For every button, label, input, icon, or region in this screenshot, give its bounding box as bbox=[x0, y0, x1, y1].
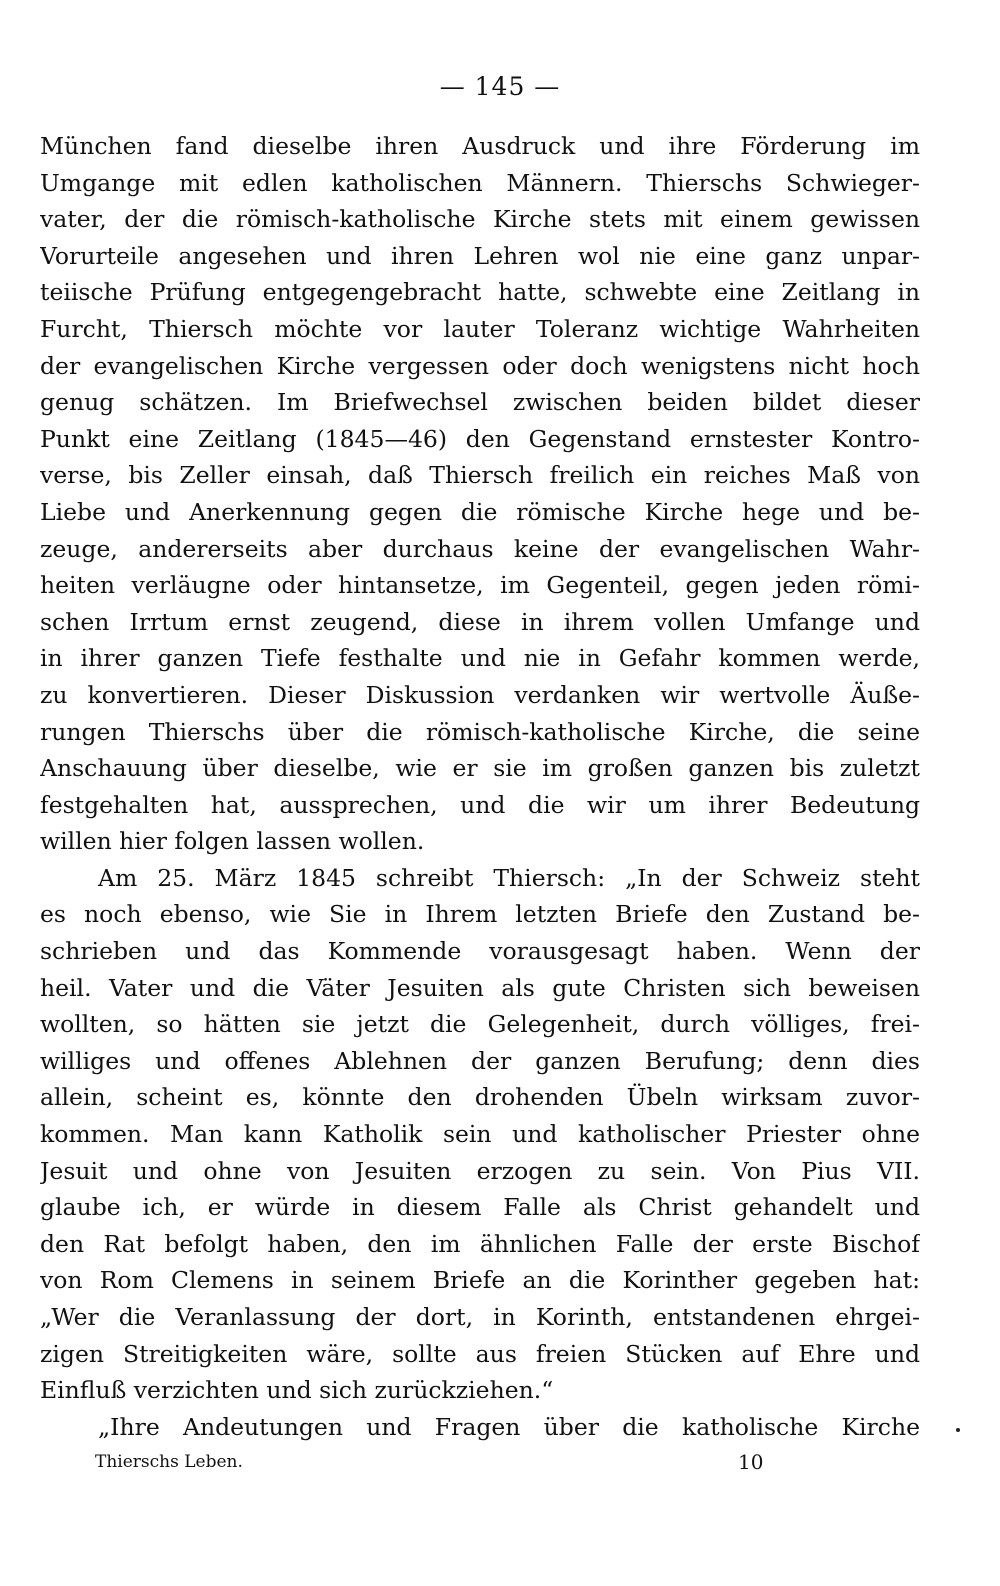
text-line: wollten, so hätten sie jetzt die Gelegenheit, durch völliges, frei- bbox=[40, 1010, 920, 1039]
text-line: allein, scheint es, könnte den drohenden Übeln wirksam zuvor- bbox=[40, 1083, 920, 1112]
text-line: der evangelischen Kirche vergessen oder doch wenigstens nicht hoch bbox=[40, 351, 920, 380]
text-line: Anschauung über dieselbe, wie er sie im großen ganzen bis zuletzt bbox=[40, 754, 920, 783]
text-line: heil. Vater und die Väter Jesuiten als gute Christen sich beweisen bbox=[40, 973, 920, 1002]
text-line: Furcht, Thiersch möchte vor lauter Toleranz wichtige Wahrheiten bbox=[40, 314, 920, 343]
page-number-header: — 145 — bbox=[439, 72, 561, 101]
text-line: schrieben und das Kommende vorausgesagt haben. Wenn der bbox=[40, 937, 920, 966]
text-line: willen hier folgen lassen wollen. bbox=[40, 827, 425, 856]
text-line: teiische Prüfung entgegengebracht hatte, schwebte eine Zeitlang in bbox=[40, 278, 920, 307]
text-line: williges und offenes Ablehnen der ganzen Berufung; denn dies bbox=[40, 1046, 920, 1075]
footer-signature: Thierschs Leben. bbox=[95, 1452, 243, 1472]
text-line: in ihrer ganzen Tiefe festhalte und nie in Gefahr kommen werde, bbox=[40, 644, 920, 673]
text-line: zigen Streitigkeiten wäre, sollte aus freien Stücken auf Ehre und bbox=[40, 1339, 920, 1368]
text-line: Jesuit und ohne von Jesuiten erzogen zu sein. Von Pius VII. bbox=[40, 1156, 920, 1185]
text-line: festgehalten hat, aussprechen, und die wir um ihrer Bedeutung bbox=[40, 790, 920, 819]
text-line: vater, der die römisch-katholische Kirche stets mit einem gewissen bbox=[40, 205, 920, 234]
text-line: genug schätzen. Im Briefwechsel zwischen beiden bildet dieser bbox=[40, 388, 920, 417]
print-speck bbox=[956, 1428, 960, 1432]
text-line: Vorurteile angesehen und ihren Lehren wol nie eine ganz unpar- bbox=[40, 241, 920, 270]
text-line: „Wer die Veranlassung der dort, in Korinth, entstandenen ehrgei- bbox=[40, 1303, 920, 1331]
text-line: zeuge, andererseits aber durchaus keine der evangelischen Wahr- bbox=[40, 534, 920, 563]
text-line: München fand dieselbe ihren Ausdruck und ihre Förderung im bbox=[40, 132, 920, 160]
text-line: zu konvertieren. Dieser Diskussion verdanken wir wertvolle Äuße- bbox=[40, 680, 920, 709]
text-line: verse, bis Zeller einsah, daß Thiersch freilich ein reiches Maß von bbox=[40, 461, 920, 490]
text-line: von Rom Clemens in seinem Briefe an die Korinther gegeben hat: bbox=[40, 1266, 920, 1295]
text-line: kommen. Man kann Katholik sein und katholischer Priester ohne bbox=[40, 1120, 920, 1149]
text-line: schen Irrtum ernst zeugend, diese in ihrem vollen Umfange und bbox=[40, 607, 920, 636]
footer-sheet-number: 10 bbox=[738, 1450, 764, 1474]
text-line: heiten verläugne oder hintansetze, im Gegenteil, gegen jeden römi- bbox=[40, 571, 920, 600]
body-text bbox=[40, 128, 920, 1445]
text-line: Einfluß verzichten und sich zurückziehen.“ bbox=[40, 1376, 554, 1405]
text-line: Umgange mit edlen katholischen Männern. Thierschs Schwieger- bbox=[40, 168, 920, 197]
text-line: den Rat befolgt haben, den im ähnlichen Falle der erste Bischof bbox=[40, 1229, 920, 1258]
text-line: es noch ebenso, wie Sie in Ihrem letzten Briefe den Zustand be- bbox=[40, 900, 920, 929]
text-line: „Ihre Andeutungen und Fragen über die katholische Kirche bbox=[98, 1412, 920, 1441]
text-line: rungen Thierschs über die römisch-katholische Kirche, die seine bbox=[40, 717, 920, 746]
text-line: glaube ich, er würde in diesem Falle als Christ gehandelt und bbox=[40, 1193, 920, 1222]
text-line: Liebe und Anerkennung gegen die römische Kirche hege und be- bbox=[40, 497, 920, 526]
text-line: Punkt eine Zeitlang (1845—46) den Gegenstand ernstester Kontro- bbox=[40, 424, 920, 453]
text-line: Am 25. März 1845 schreibt Thiersch: „In der Schweiz steht bbox=[98, 863, 920, 892]
